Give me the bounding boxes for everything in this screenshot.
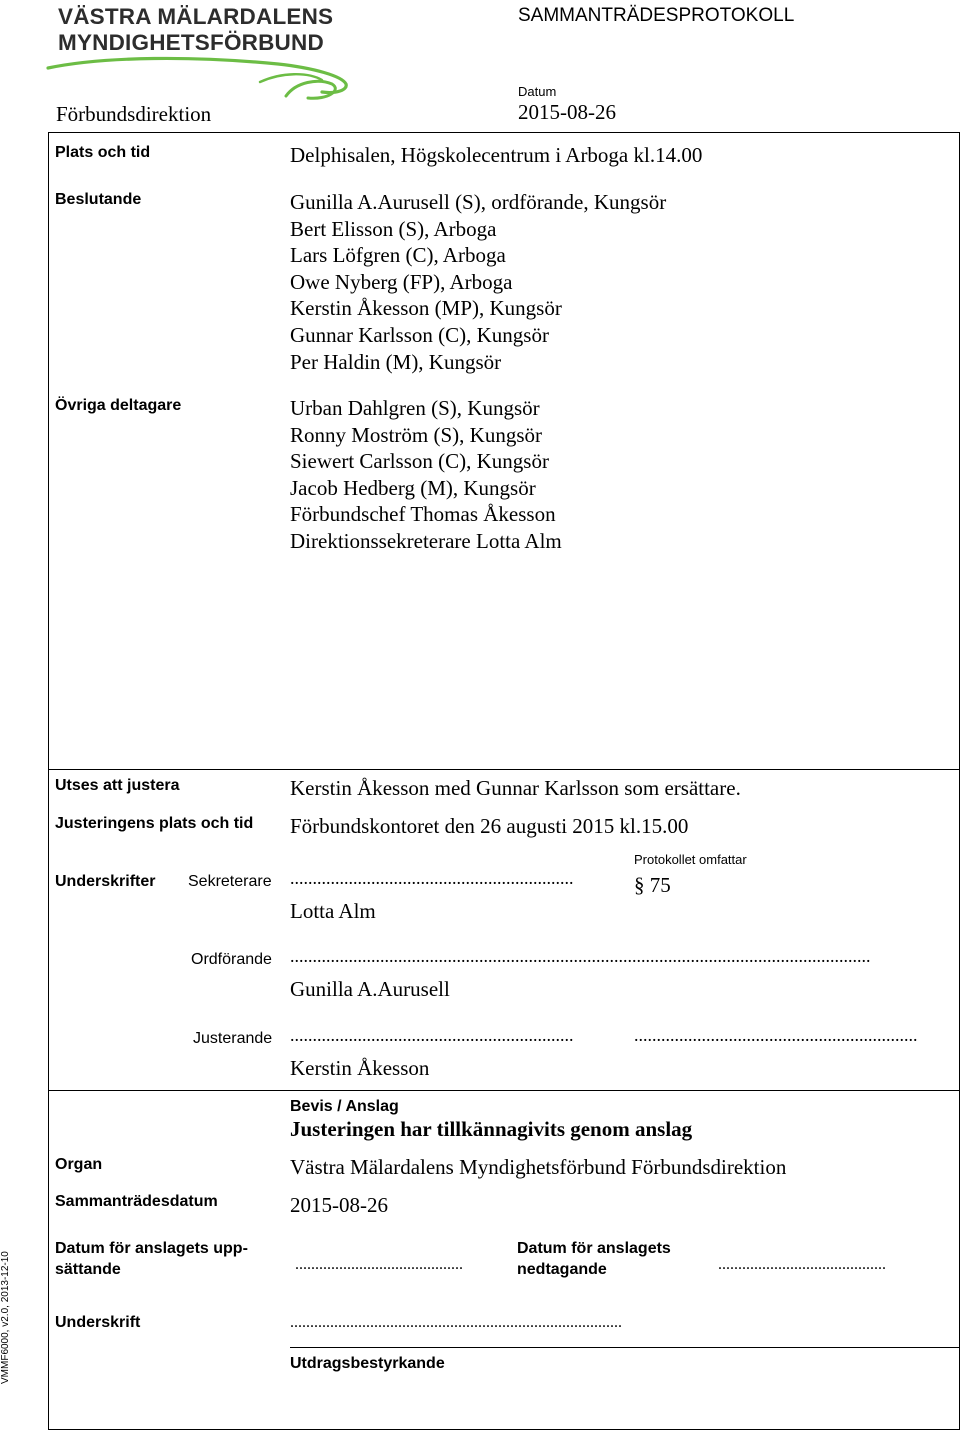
other-participant: Direktionssekreterare Lotta Alm [290, 528, 562, 553]
deciding-member: Kerstin Åkesson (MP), Kungsör [290, 296, 562, 321]
form-code: VMMF6000, v2.0, 2013-12-10 [0, 1251, 11, 1384]
signatures-label: Underskrifter [55, 873, 156, 890]
removed-date-line: .......................................... [718, 1256, 886, 1273]
divider [48, 1090, 960, 1091]
other-participant: Urban Dahlgren (S), Kungsör [290, 396, 540, 420]
divider [290, 1347, 960, 1348]
meeting-date-label: Sammanträdesdatum [55, 1193, 218, 1210]
organization-unit: Förbundsdirektion [56, 102, 212, 126]
deciding-member: Owe Nyberg (FP), Arboga [290, 269, 513, 294]
signature-line: ................................................................................... [290, 1314, 622, 1331]
organ-value: Västra Mälardalens Myndighetsförbund Förbundsdirektion [290, 1155, 787, 1179]
others-label: Övriga deltagare [55, 397, 182, 414]
place-label: Plats och tid [55, 144, 151, 161]
other-participant: Ronny Moström (S), Kungsör [290, 422, 543, 447]
organ-label: Organ [55, 1156, 103, 1173]
secretary-name: Lotta Alm [290, 899, 376, 923]
divider [48, 769, 960, 770]
meeting-date-value: 2015-08-26 [290, 1193, 388, 1217]
chair-label: Ordförande [191, 951, 272, 968]
deciding-label: Beslutande [55, 191, 142, 208]
deciding-member: Lars Löfgren (C), Arboga [290, 243, 506, 268]
date-label: Datum [518, 84, 557, 99]
chair-signature-line: ................................................................................................................................. [290, 946, 871, 966]
adjust-appointed-label: Utses att justera [55, 777, 180, 794]
removed-date-label-1: Datum för anslagets [517, 1240, 671, 1257]
logo-text-line1: VÄSTRA MÄLARDALENS [58, 4, 334, 29]
deciding-list [290, 189, 666, 375]
adjuster-name: Kerstin Åkesson [290, 1056, 430, 1080]
secretary-label: Sekreterare [188, 873, 272, 890]
signature-label: Underskrift [55, 1314, 141, 1331]
logo-swoosh-icon [46, 54, 366, 104]
deciding-member: Bert Elisson (S), Arboga [290, 216, 497, 241]
notice-subtitle: Justeringen har tillkännagivits genom anslag [290, 1117, 693, 1141]
posted-date-line: .......................................... [295, 1256, 463, 1273]
extract-certification-label: Utdragsbestyrkande [290, 1355, 445, 1372]
posted-date-label-2: sättande [55, 1261, 121, 1278]
document-type: SAMMANTRÄDESPROTOKOLL [518, 5, 795, 26]
removed-date-label-2: nedtagande [517, 1261, 607, 1278]
posted-date-label-1: Datum för anslagets upp- [55, 1240, 248, 1257]
deciding-member: Gunilla A.Aurusell (S), ordförande, Kungsör [290, 190, 667, 214]
notice-title: Bevis / Anslag [290, 1098, 399, 1115]
protocol-covers-value: § 75 [634, 873, 671, 897]
adjuster-signature-line-2: ............................................................... [634, 1025, 918, 1045]
date-value: 2015-08-26 [518, 100, 616, 124]
other-participant: Jacob Hedberg (M), Kungsör [290, 475, 536, 500]
logo-text-line2: MYNDIGHETSFÖRBUND [58, 30, 324, 55]
adjust-place-label: Justeringens plats och tid [55, 815, 254, 832]
chair-name: Gunilla A.Aurusell [290, 977, 450, 1001]
adjust-place-value: Förbundskontoret den 26 augusti 2015 kl.15.00 [290, 814, 689, 838]
deciding-member: Per Haldin (M), Kungsör [290, 349, 502, 374]
place-value: Delphisalen, Högskolecentrum i Arboga kl.14.00 [290, 143, 703, 167]
other-participant: Förbundschef Thomas Åkesson [290, 502, 556, 527]
protocol-covers-label: Protokollet omfattar [634, 852, 747, 867]
other-participant: Siewert Carlsson (C), Kungsör [290, 449, 549, 474]
secretary-signature-line: ............................................................... [290, 868, 574, 888]
deciding-member: Gunnar Karlsson (C), Kungsör [290, 322, 549, 347]
adjuster-signature-line: ............................................................... [290, 1025, 574, 1045]
adjuster-label: Justerande [193, 1030, 273, 1047]
others-list [290, 395, 562, 555]
adjust-appointed-value: Kerstin Åkesson med Gunnar Karlsson som ersättare. [290, 776, 741, 800]
